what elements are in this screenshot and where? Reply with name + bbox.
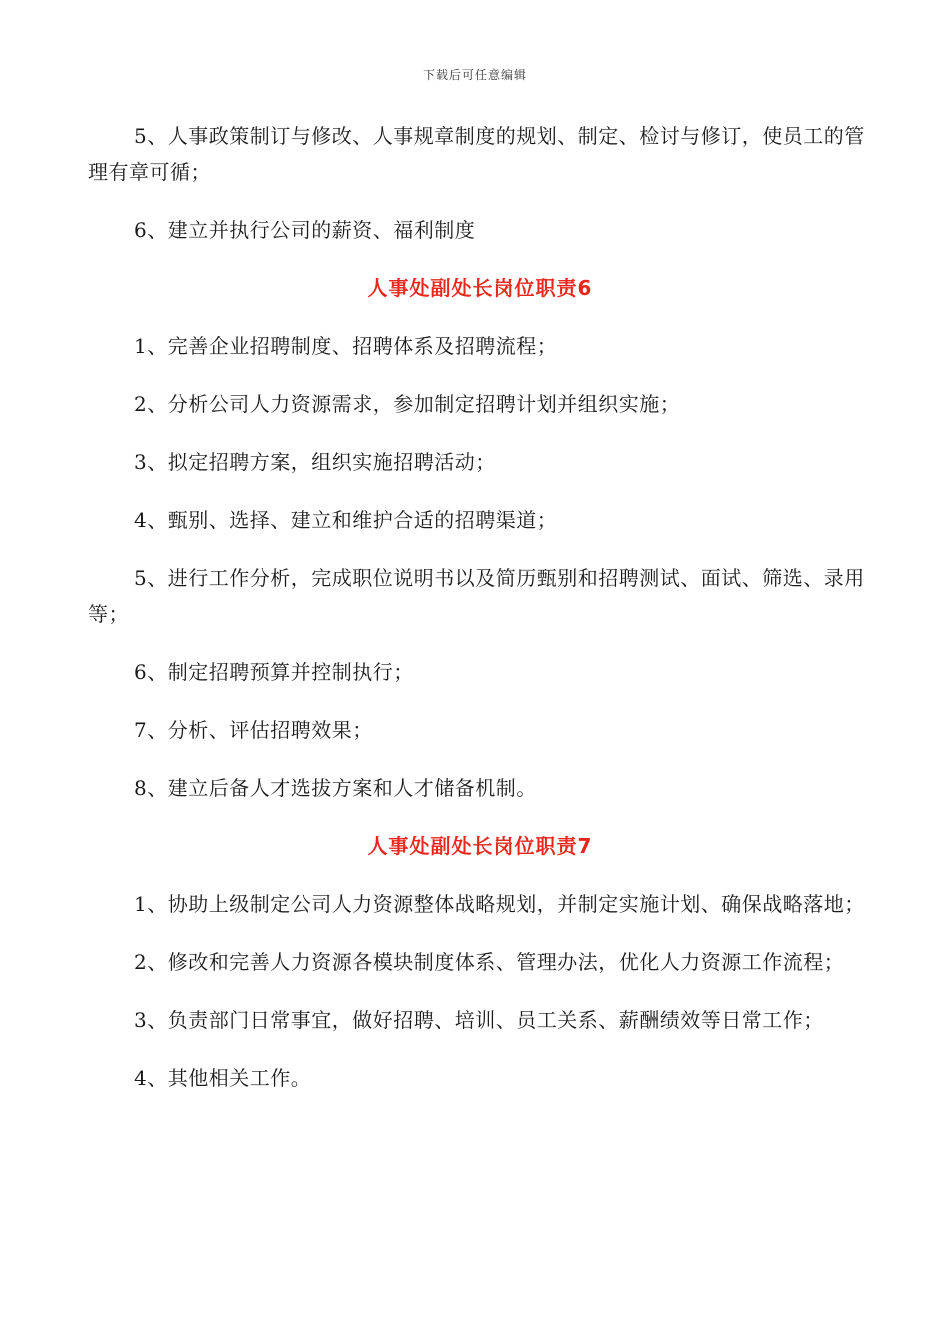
section-6-item-1: 1、完善企业招聘制度、招聘体系及招聘流程； xyxy=(134,334,558,358)
section-6-item-8: 8、建立后备人才选拔方案和人才储备机制。 xyxy=(134,776,537,800)
section-6-item-3: 3、拟定招聘方案，组织实施招聘活动； xyxy=(134,450,496,474)
section-6-item-5: 5、进行工作分析，完成职位说明书以及简历甄别和招聘测试、面试、筛选、录用等； xyxy=(88,566,865,626)
section-7-title: 人事处副处长岗位职责7 xyxy=(367,834,593,858)
section-7-item-3: 3、负责部门日常事宜，做好招聘、培训、员工关系、薪酬绩效等日常工作； xyxy=(134,1008,824,1032)
section-7-item-4: 4、其他相关工作。 xyxy=(134,1066,312,1090)
section-6-item-6: 6、制定招聘预算并控制执行； xyxy=(134,660,414,684)
paragraph-top-5: 5、人事政策制订与修改、人事规章制度的规划、制定、检讨与修订，使员工的管理有章可循； xyxy=(88,124,865,184)
document-body xyxy=(88,118,872,1118)
section-6-item-7: 7、分析、评估招聘效果； xyxy=(134,718,373,742)
section-7-item-1: 1、协助上级制定公司人力资源整体战略规划，并制定实施计划、确保战略落地； xyxy=(134,892,865,916)
section-6-item-4: 4、甄别、选择、建立和维护合适的招聘渠道； xyxy=(134,508,558,532)
header-note: 下载后可任意编辑 xyxy=(422,68,527,82)
section-6-title: 人事处副处长岗位职责6 xyxy=(367,276,593,300)
section-6-item-2: 2、分析公司人力资源需求，参加制定招聘计划并组织实施； xyxy=(134,392,681,416)
paragraph-top-6: 6、建立并执行公司的薪资、福利制度 xyxy=(134,218,476,242)
section-7-item-2: 2、修改和完善人力资源各模块制度体系、管理办法，优化人力资源工作流程； xyxy=(134,950,845,974)
